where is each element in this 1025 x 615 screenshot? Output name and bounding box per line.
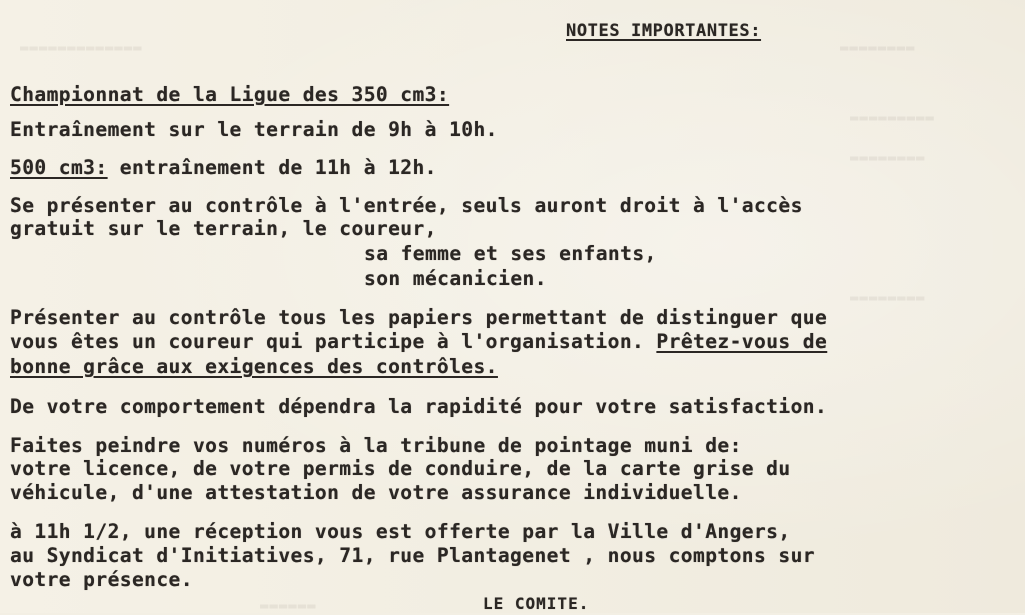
text-line: Se présenter au contrôle à l'entrée, seuls auront droit à l'accès — [10, 194, 803, 217]
text-line: véhicule, d'une attestation de votre assurance individuelle. — [10, 481, 742, 504]
text-line: Entraînement sur le terrain de 9h à 10h. — [10, 118, 498, 141]
signature: LE COMITE. — [483, 594, 590, 613]
text-line: Faites peindre vos numéros à la tribune de pointage muni de: — [10, 434, 742, 457]
bleed-through-mark: ▬▬▬▬▬▬▬▬ — [840, 40, 916, 56]
text-line: votre licence, de votre permis de conduire, de la carte grise du — [10, 457, 791, 480]
text-line: votre présence. — [10, 568, 193, 591]
underlined-text-line: bonne grâce aux exigences des contrôles. — [10, 355, 498, 378]
bleed-through-mark: ▬▬▬▬▬▬ — [260, 598, 317, 614]
text-line: au Syndicat d'Initiatives, 71, rue Plantagenet , nous comptons sur — [10, 544, 815, 567]
text-line: Présenter au contrôle tous les papiers permettant de distinguer que — [10, 306, 828, 329]
underlined-fragment: Prêtez-vous de — [656, 330, 828, 353]
text-fragment: vous êtes un coureur qui participe à l'organisation. — [10, 330, 657, 353]
bleed-through-mark: ▬▬▬▬▬▬▬▬ — [850, 150, 926, 166]
text-line: De votre comportement dépendra la rapidité pour votre satisfaction. — [10, 395, 828, 418]
text-line-500cc — [10, 157, 437, 179]
section-title-500cc: 500 cm3: — [10, 156, 108, 179]
document-heading: NOTES IMPORTANTES: — [566, 21, 762, 41]
section-title-350cc: Championnat de la Ligue des 350 cm3: — [10, 83, 450, 106]
bleed-through-mark: ▬▬▬▬▬▬▬▬ — [850, 290, 926, 306]
text-line: gratuit sur le terrain, le coureur, — [10, 217, 437, 240]
text-fragment: entraînement de 11h à 12h. — [107, 156, 437, 179]
bleed-through-mark: ▬▬▬▬▬▬▬▬▬ — [850, 110, 935, 126]
bleed-through-mark: ▬▬▬▬▬▬▬▬▬▬▬▬▬ — [20, 40, 143, 56]
text-line: sa femme et ses enfants, — [364, 242, 657, 265]
text-line: à 11h 1/2, une réception vous est offerte par la Ville d'Angers, — [10, 520, 791, 543]
text-line: son mécanicien. — [364, 267, 547, 290]
text-line — [10, 331, 827, 353]
